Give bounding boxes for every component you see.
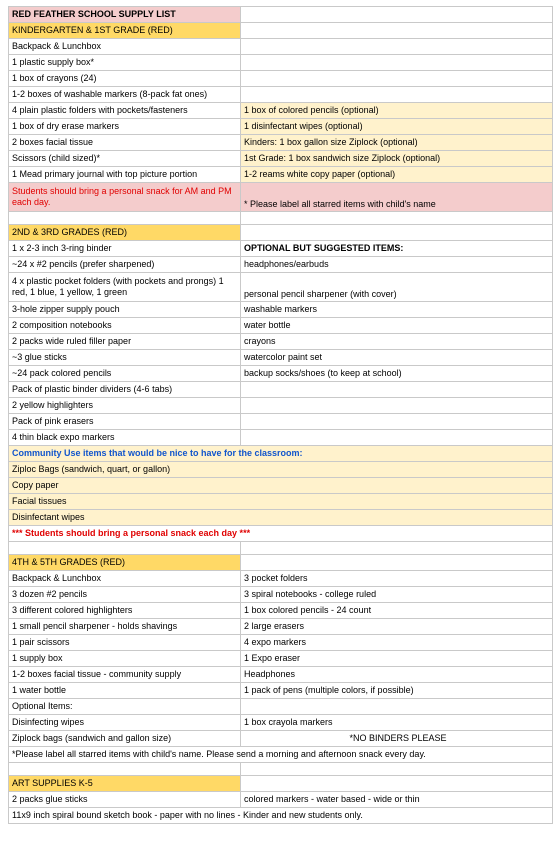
g45-right[interactable]: 1 Expo eraser — [241, 651, 553, 667]
g23-community-item[interactable]: Disinfectant wipes — [9, 510, 553, 526]
g23-right[interactable]: backup socks/shoes (to keep at school) — [241, 366, 553, 382]
table-row — [9, 366, 553, 382]
k1-right[interactable]: 1 disinfectant wipes (optional) — [241, 119, 553, 135]
k1-right[interactable] — [241, 55, 553, 71]
k1-right[interactable]: Kinders: 1 box gallon size Ziplock (optional) — [241, 135, 553, 151]
g23-right[interactable] — [241, 414, 553, 430]
g23-right[interactable] — [241, 398, 553, 414]
g23-snack-note[interactable]: *** Students should bring a personal snack each day *** — [9, 526, 553, 542]
k1-left[interactable]: Backpack & Lunchbox — [9, 39, 241, 55]
table-row — [9, 462, 553, 478]
table-row — [9, 241, 553, 257]
supply-table — [8, 6, 553, 824]
g23-left[interactable]: Pack of pink erasers — [9, 414, 241, 430]
g45-right[interactable]: Headphones — [241, 667, 553, 683]
g45-optional-label[interactable]: Optional Items: — [9, 699, 241, 715]
table-row — [9, 414, 553, 430]
g45-left[interactable]: 3 different colored highlighters — [9, 603, 241, 619]
g23-community-header[interactable]: Community Use items that would be nice to have for the classroom: — [9, 446, 553, 462]
g45-optional-left[interactable]: Ziplock bags (sandwich and gallon size) — [9, 731, 241, 747]
cell-empty[interactable] — [241, 776, 553, 792]
table-row — [9, 382, 553, 398]
g45-right[interactable]: 1 pack of pens (multiple colors, if possible) — [241, 683, 553, 699]
k1-left[interactable]: 1 box of crayons (24) — [9, 71, 241, 87]
table-row — [9, 478, 553, 494]
table-row — [9, 571, 553, 587]
g45-left[interactable]: 3 dozen #2 pencils — [9, 587, 241, 603]
table-row — [9, 318, 553, 334]
g23-left[interactable]: 3-hole zipper supply pouch — [9, 302, 241, 318]
g45-right[interactable]: 1 box colored pencils - 24 count — [241, 603, 553, 619]
g45-left[interactable]: 1 small pencil sharpener - holds shavings — [9, 619, 241, 635]
g23-right[interactable]: water bottle — [241, 318, 553, 334]
g23-left[interactable]: 2 composition notebooks — [9, 318, 241, 334]
k1-left[interactable]: 4 plain plastic folders with pockets/fasteners — [9, 103, 241, 119]
table-row — [9, 430, 553, 446]
table-row — [9, 398, 553, 414]
g23-community-item[interactable]: Copy paper — [9, 478, 553, 494]
table-row — [9, 683, 553, 699]
art-note-row — [9, 808, 553, 824]
table-row — [9, 167, 553, 183]
k1-left[interactable]: 1 Mead primary journal with top picture portion — [9, 167, 241, 183]
g23-right[interactable] — [241, 430, 553, 446]
g23-right[interactable]: watercolor paint set — [241, 350, 553, 366]
k1-snack-note[interactable]: Students should bring a personal snack for AM and PM each day. — [9, 183, 241, 212]
sheet-title[interactable]: RED FEATHER SCHOOL SUPPLY LIST — [9, 7, 241, 23]
g45-right[interactable]: 4 expo markers — [241, 635, 553, 651]
table-row — [9, 151, 553, 167]
cell-empty[interactable] — [241, 23, 553, 39]
table-row — [9, 39, 553, 55]
g23-header[interactable]: 2ND & 3RD GRADES (RED) — [9, 225, 241, 241]
table-row — [9, 731, 553, 747]
k1-right[interactable]: 1st Grade: 1 box sandwich size Ziplock (optional) — [241, 151, 553, 167]
title-row — [9, 7, 553, 23]
g23-left[interactable]: Pack of plastic binder dividers (4-6 tabs) — [9, 382, 241, 398]
table-row — [9, 619, 553, 635]
cell-empty[interactable] — [241, 555, 553, 571]
k1-right[interactable]: 1-2 reams white copy paper (optional) — [241, 167, 553, 183]
table-row — [9, 494, 553, 510]
k1-left[interactable]: 1 box of dry erase markers — [9, 119, 241, 135]
g45-footer-note[interactable]: *Please label all starred items with child's name. Please send a morning and afternoon snack every day. — [9, 747, 553, 763]
g45-left[interactable]: 1 supply box — [9, 651, 241, 667]
g45-right[interactable]: 3 spiral notebooks - college ruled — [241, 587, 553, 603]
g23-left[interactable]: 2 yellow highlighters — [9, 398, 241, 414]
table-row — [9, 792, 553, 808]
k1-right[interactable] — [241, 71, 553, 87]
g45-right[interactable]: 2 large erasers — [241, 619, 553, 635]
g45-no-binders-note[interactable]: *NO BINDERS PLEASE — [241, 731, 553, 747]
table-row — [9, 334, 553, 350]
g23-right[interactable]: crayons — [241, 334, 553, 350]
g23-community-header-row — [9, 446, 553, 462]
g23-right[interactable]: headphones/earbuds — [241, 257, 553, 273]
table-row — [9, 510, 553, 526]
g23-community-item[interactable]: Facial tissues — [9, 494, 553, 510]
g45-left[interactable]: 1 water bottle — [9, 683, 241, 699]
g23-right[interactable]: washable markers — [241, 302, 553, 318]
g45-optional-right[interactable]: 1 box crayola markers — [241, 715, 553, 731]
table-row — [9, 635, 553, 651]
spacer-row — [9, 763, 553, 776]
g23-left[interactable]: 4 x plastic pocket folders (with pockets and prongs) 1 red, 1 blue, 1 yellow, 1 green — [9, 273, 241, 302]
k1-right[interactable] — [241, 87, 553, 103]
table-row — [9, 71, 553, 87]
g23-optional-heading[interactable]: OPTIONAL BUT SUGGESTED ITEMS: — [241, 241, 553, 257]
table-row — [9, 715, 553, 731]
g23-right[interactable] — [241, 382, 553, 398]
g23-right[interactable]: personal pencil sharpener (with cover) — [241, 273, 553, 302]
g45-optional-label-row — [9, 699, 553, 715]
spacer-row — [9, 212, 553, 225]
g45-left[interactable]: 1-2 boxes facial tissue - community supply — [9, 667, 241, 683]
table-row — [9, 651, 553, 667]
art-right[interactable]: colored markers - water based - wide or thin — [241, 792, 553, 808]
k1-header-row — [9, 23, 553, 39]
g23-community-item[interactable]: Ziploc Bags (sandwich, quart, or gallon) — [9, 462, 553, 478]
supply-list-sheet — [8, 6, 552, 824]
k1-left[interactable]: 2 boxes facial tissue — [9, 135, 241, 151]
table-row — [9, 302, 553, 318]
k1-header[interactable]: KINDERGARTEN & 1ST GRADE (RED) — [9, 23, 241, 39]
art-left[interactable]: 2 packs glue sticks — [9, 792, 241, 808]
cell-empty[interactable] — [241, 225, 553, 241]
g23-left[interactable]: ~24 x #2 pencils (prefer sharpened) — [9, 257, 241, 273]
g45-footer-row — [9, 747, 553, 763]
g45-left[interactable]: 1 pair scissors — [9, 635, 241, 651]
k1-left[interactable]: Scissors (child sized)* — [9, 151, 241, 167]
art-note[interactable]: 11x9 inch spiral bound sketch book - paper with no lines - Kinder and new students only. — [9, 808, 553, 824]
g23-left[interactable]: ~24 pack colored pencils — [9, 366, 241, 382]
spacer-row — [9, 542, 553, 555]
table-row — [9, 103, 553, 119]
g45-right[interactable]: 3 pocket folders — [241, 571, 553, 587]
g45-header-row — [9, 555, 553, 571]
g23-left[interactable]: 4 thin black expo markers — [9, 430, 241, 446]
g23-header-row — [9, 225, 553, 241]
k1-note-row — [9, 183, 553, 212]
g23-left[interactable]: 2 packs wide ruled filler paper — [9, 334, 241, 350]
g45-optional-left[interactable]: Disinfecting wipes — [9, 715, 241, 731]
table-row — [9, 55, 553, 71]
k1-left[interactable]: 1-2 boxes of washable markers (8-pack fat ones) — [9, 87, 241, 103]
table-row — [9, 350, 553, 366]
table-row — [9, 273, 553, 302]
g45-header[interactable]: 4TH & 5TH GRADES (RED) — [9, 555, 241, 571]
k1-label-note[interactable]: * Please label all starred items with child's name — [241, 183, 553, 212]
table-row — [9, 587, 553, 603]
table-row — [9, 667, 553, 683]
table-row — [9, 603, 553, 619]
art-header[interactable]: ART SUPPLIES K-5 — [9, 776, 241, 792]
g23-snack-row — [9, 526, 553, 542]
table-row — [9, 87, 553, 103]
cell-empty[interactable] — [241, 699, 553, 715]
g45-left[interactable]: Backpack & Lunchbox — [9, 571, 241, 587]
table-row — [9, 135, 553, 151]
cell-empty[interactable] — [241, 7, 553, 23]
k1-right[interactable]: 1 box of colored pencils (optional) — [241, 103, 553, 119]
table-row — [9, 119, 553, 135]
g23-left[interactable]: ~3 glue sticks — [9, 350, 241, 366]
k1-left[interactable]: 1 plastic supply box* — [9, 55, 241, 71]
g23-left[interactable]: 1 x 2-3 inch 3-ring binder — [9, 241, 241, 257]
k1-right[interactable] — [241, 39, 553, 55]
art-header-row — [9, 776, 553, 792]
table-row — [9, 257, 553, 273]
